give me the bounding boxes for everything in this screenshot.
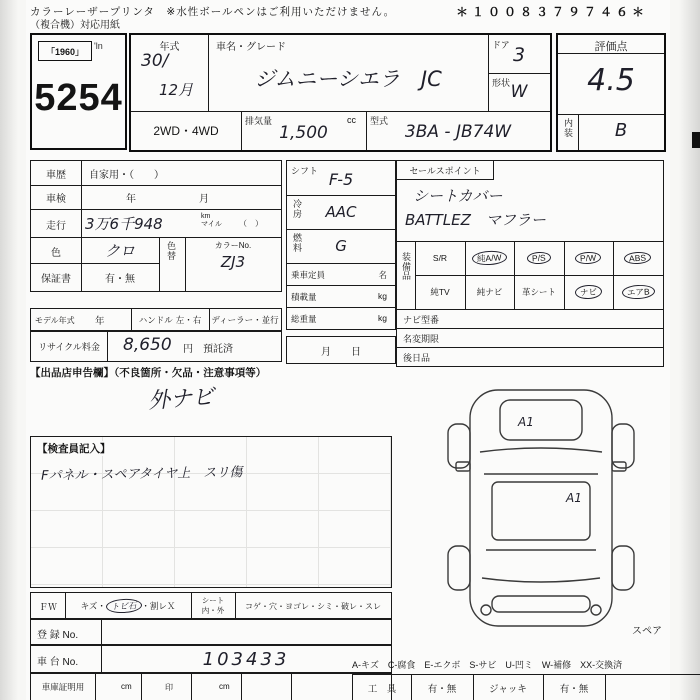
capacity-label: 乗車定員 (291, 270, 326, 280)
grid-line (31, 263, 159, 264)
damage-legend: A-キズ C-腐食 E-エクボ S-サビ U-凹ミ W-補修 XX-交換済 (352, 660, 623, 670)
fw-item-circled: トビ石 (106, 598, 142, 614)
garage-cm-2: cm (219, 682, 230, 691)
equip-sr (415, 241, 465, 275)
association-logo: 「1960」 (38, 41, 92, 61)
garage-seal: 印 (165, 683, 173, 692)
seller-declaration-label: 【出品店申告欄】（不良箇所・欠品・注意事項等） (30, 367, 267, 379)
vehicle-detail-table (30, 160, 282, 292)
equip-power-windows (564, 241, 613, 275)
equip-abs (613, 241, 663, 275)
fw-label: ＦＷ (38, 601, 57, 612)
chassis-row (30, 644, 392, 674)
recycle-label: リサイクル料金 (38, 341, 100, 352)
grid-line (605, 675, 606, 700)
grid-line (241, 673, 242, 700)
chassis-label: 車 台 No. (37, 657, 79, 668)
recycle-status: 預託済 (203, 344, 233, 355)
car-body (470, 390, 612, 626)
equip-power-steering (514, 241, 564, 275)
grid-line (287, 307, 395, 308)
lot-box (30, 33, 127, 150)
year-label: 年式 (159, 42, 180, 53)
model-year-strip (30, 308, 282, 332)
mirror-right (612, 462, 626, 471)
load-label: 積載量 (291, 292, 317, 302)
grid-line (159, 237, 160, 291)
printer-note-2: （複合機）対応用紙 (30, 20, 120, 31)
sales-point-1: シートカバー (413, 187, 503, 205)
gross-weight-unit: kg (378, 313, 387, 323)
color-value: クロ (104, 242, 135, 260)
model-code-label: 型式 (370, 116, 389, 126)
history-value: 自家用・（ ） (89, 170, 164, 181)
equipment-label: 装備品 (401, 252, 411, 282)
door-value: 3 (512, 44, 526, 66)
fuel-value: G (335, 237, 347, 255)
color-no-value: ZJ3 (220, 253, 246, 271)
history-label: 車歴 (46, 170, 66, 181)
later-items-label: 後日品 (403, 353, 431, 363)
dealer-cell: ディーラー・並行 (211, 315, 279, 325)
displacement-value: 1,500 (279, 123, 328, 143)
equip-airbag-text: エアB (621, 284, 654, 300)
color-label: 色 (51, 248, 61, 259)
equip-leather-seat-text: 革シート (521, 287, 556, 297)
rear-bumper (492, 596, 590, 612)
fw-item-post: ・割レＸ (141, 601, 176, 611)
model-year-label: モデル年式 (35, 316, 75, 325)
grid-line (488, 73, 550, 74)
mileage-label: 走行 (46, 221, 66, 232)
grid-line (31, 237, 281, 238)
scan-edge-left (0, 0, 26, 700)
warranty-value: 有・無 (105, 274, 135, 285)
hood (500, 400, 582, 440)
color-no-label: カラーNo. (214, 241, 252, 250)
grid-line (397, 309, 663, 310)
wheel-rear-right (612, 546, 634, 590)
aircon-value: AAC (325, 203, 357, 221)
grid-line (141, 673, 142, 700)
load-unit: kg (378, 291, 387, 301)
shape-label: 形状 (492, 78, 511, 88)
jack-value: 有・無 (559, 684, 589, 695)
equip-tv (415, 275, 465, 309)
tools-value: 有・無 (427, 684, 457, 695)
seat-items: コゲ・穴・ヨゴレ・シミ・破レ・スレ (245, 601, 381, 611)
handle-value: 左・右 (175, 315, 202, 325)
equip-navi (564, 275, 613, 309)
shift-value: F-5 (328, 170, 354, 189)
garage-cm-1: cm (121, 682, 132, 691)
grid-line (95, 673, 96, 700)
lot-number: 5254 (34, 77, 123, 119)
drive-type: 2WD・4WD (153, 124, 219, 138)
year-value-top: 30/ (141, 51, 169, 71)
garage-label: 車庫証明用 (41, 682, 85, 692)
seat-sub-label: 内・外 (201, 605, 225, 615)
color-change-label: 色替 (166, 241, 176, 261)
capacity-unit: 名 (378, 270, 387, 280)
wheel-rear-left (448, 546, 470, 590)
equip-leather-seat (514, 275, 564, 309)
printer-note: カラーレーザープリンタ ※水性ボールペンはご利用いただけません。 (30, 6, 396, 18)
equip-oem-navi (465, 275, 514, 309)
grid-line (31, 209, 281, 210)
mileage-units (201, 213, 222, 230)
grid-line (558, 53, 664, 54)
car-name-label: 車名・グレード (216, 42, 286, 53)
score-label: 評価点 (594, 41, 628, 53)
gross-weight-label: 総重量 (291, 314, 317, 324)
seller-declaration-note: 外ナビ (147, 384, 215, 415)
mileage-unit-mile: マイル (201, 221, 222, 229)
grid-line (101, 619, 102, 645)
handle-label: ハンドル (138, 315, 173, 325)
displacement-label: 排気量 (245, 116, 273, 126)
header-table (129, 33, 552, 152)
taillight-left (481, 605, 491, 615)
seat-label-cell (191, 596, 235, 616)
warranty-label: 保証書 (41, 274, 71, 285)
equip-alloy-wheels-text: 純A/W (472, 250, 507, 266)
fw-items (65, 593, 191, 619)
garage-row (30, 672, 392, 700)
chassis-value: 103433 (202, 648, 290, 670)
fw-item-pre: キズ・ (80, 601, 106, 611)
sales-equipment-column (396, 160, 664, 367)
sales-point-2: BATTLEZ マフラー (405, 211, 546, 229)
fw-row (30, 592, 392, 620)
score-value: 4.5 (587, 63, 635, 98)
aircon-label: 冷房 (292, 199, 302, 219)
tools-row (352, 674, 700, 700)
grid-line (287, 285, 395, 286)
grid-line (291, 673, 292, 700)
damage-mark-1: A1 (518, 415, 534, 429)
equip-tv-text: 純TV (430, 287, 450, 297)
mileage-unit-km: km (201, 213, 211, 220)
grid-line (191, 673, 192, 700)
interior-value: B (614, 120, 628, 141)
equip-power-steering-text: P/S (527, 251, 551, 264)
name-change-label: 名変期限 (403, 334, 440, 344)
inspector-label: 【検査員記入】 (37, 443, 111, 455)
equip-abs-text: ABS (624, 251, 652, 264)
vehicle-diagram (400, 378, 685, 648)
displacement-unit: cc (347, 115, 356, 125)
fuel-label: 燃料 (292, 233, 302, 253)
inspector-note: Fパネル・スペアタイヤ上 スリ傷 (40, 465, 243, 484)
shaken-label: 車検 (46, 194, 66, 205)
equip-power-windows-text: P/W (575, 251, 602, 264)
inspector-box (30, 436, 392, 588)
registration-row (30, 618, 392, 646)
equip-airbag (613, 275, 663, 309)
score-box (556, 33, 666, 152)
mileage-value: 3万6千948 (85, 215, 163, 233)
grid-line (558, 114, 664, 115)
spare-label: スペア (632, 626, 662, 637)
mirror-left (456, 462, 470, 471)
model-year-unit: 年 (95, 316, 105, 327)
interior-label: 内装 (563, 118, 573, 138)
handle-cell (131, 309, 209, 331)
grid-line (287, 263, 395, 264)
taillight-right (591, 605, 601, 615)
tools-label: 工 具 (367, 684, 397, 695)
shape-value: W (510, 82, 528, 102)
grid-line (107, 331, 108, 361)
seat-label: シート (201, 596, 225, 605)
shaken-month: 月 (199, 194, 209, 205)
equip-sr-text: S/R (432, 253, 448, 263)
logo-mark: 'ln (94, 41, 103, 51)
sales-points-label: セールスポイント (397, 161, 494, 180)
registration-label: 登 録 No. (37, 630, 79, 641)
equip-navi-text: ナビ (575, 284, 603, 299)
grid-line (31, 185, 281, 186)
door-label: ドア (492, 40, 510, 50)
grid-line (287, 229, 395, 230)
year-value-bottom: 12月 (159, 81, 194, 99)
barcode-text: ＊１００８３７９７４６＊ (456, 5, 649, 19)
rear-window-base (482, 578, 600, 582)
grid-line (397, 328, 663, 329)
grid-line (287, 195, 395, 196)
windshield-top (480, 448, 602, 452)
recycle-value: 8,650 (123, 335, 172, 355)
spec-column (286, 160, 396, 330)
equip-oem-navi-text: 純ナビ (476, 287, 503, 297)
jack-label: ジャッキ (489, 684, 527, 695)
scan-artifact (692, 132, 700, 148)
date-cell: 月 日 (286, 336, 396, 364)
damage-mark-2: A1 (566, 491, 582, 505)
recycle-unit: 円 (183, 344, 193, 355)
mileage-paren: （ ） (239, 219, 263, 228)
recycle-strip (30, 330, 282, 362)
navi-model-label: ナビ型番 (403, 315, 440, 325)
grid-line (397, 347, 663, 348)
shaken-year: 年 (126, 194, 136, 205)
shift-label: シフト (291, 166, 319, 176)
car-name-value: ジムニーシエラ JC (254, 67, 442, 91)
model-code-value: 3BA - JB74W (404, 122, 512, 142)
equip-alloy-wheels (465, 241, 514, 275)
